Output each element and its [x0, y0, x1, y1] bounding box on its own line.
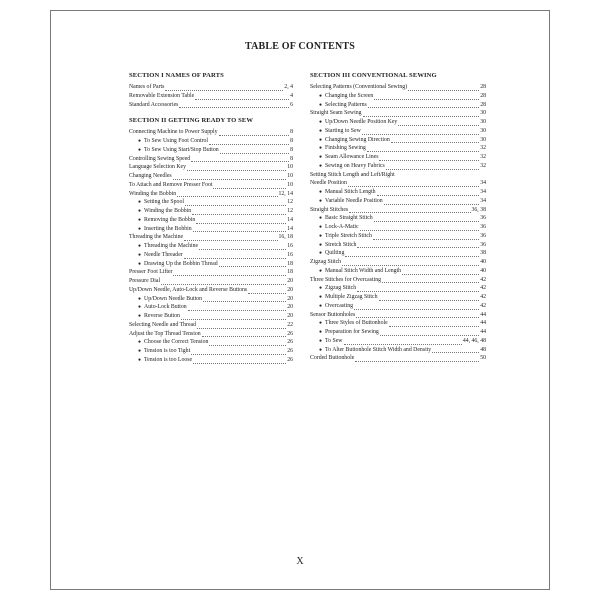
bullet-icon: ●	[138, 349, 142, 354]
dot-leader	[185, 199, 286, 206]
entry-page-number: 20	[287, 295, 293, 302]
entry-page-number: 10	[287, 164, 293, 171]
dot-leader	[363, 110, 480, 117]
dot-leader	[355, 355, 479, 362]
entry-label: To Alter Buttonhole Stitch Width and Density	[325, 346, 432, 353]
entry-page-number: 26	[287, 348, 293, 354]
bullet-icon: ●	[138, 252, 142, 258]
toc-entry[interactable]	[129, 155, 293, 164]
dot-leader	[181, 313, 286, 320]
toc-subentry[interactable]	[129, 146, 293, 155]
entry-label: Overcasting	[325, 302, 354, 309]
bullet-icon: ●	[319, 146, 323, 152]
entry-page-number: 2, 4	[284, 84, 293, 90]
dot-leader	[398, 119, 479, 126]
toc-subentry[interactable]	[129, 225, 293, 234]
bullet-icon: ●	[138, 217, 142, 223]
entry-label: Sensor Buttonholes	[310, 311, 356, 318]
toc-subentry[interactable]	[129, 312, 293, 321]
dot-leader	[188, 304, 287, 311]
entry-page-number: 36, 38	[471, 206, 486, 213]
bullet-icon: ●	[319, 225, 323, 230]
dot-leader	[379, 154, 479, 161]
entry-page-number: 8	[290, 129, 293, 136]
entry-page-number: 32	[480, 154, 486, 160]
toc-subentry[interactable]	[310, 127, 486, 136]
toc-subentry[interactable]	[310, 346, 486, 355]
bullet-icon: ●	[138, 200, 142, 206]
dot-leader	[377, 189, 480, 196]
entry-page-number: 30	[480, 119, 486, 125]
toc-entry[interactable]	[310, 206, 486, 215]
toc-subentry[interactable]	[310, 293, 486, 302]
toc-entry[interactable]	[129, 330, 293, 339]
section-heading: SECTION III CONVENTIONAL SEWING	[310, 72, 437, 79]
bullet-icon: ●	[319, 128, 323, 134]
entry-label: Straight Seam Sewing	[310, 110, 362, 117]
dot-leader	[384, 198, 480, 205]
entry-label: Setting the Spool	[144, 199, 184, 206]
entry-page-number: 36	[480, 224, 486, 230]
dot-leader	[179, 101, 289, 108]
entry-label: Auto-Lock Button	[144, 304, 187, 311]
entry-label: Winding the Bobbin	[144, 208, 192, 214]
entry-label: Language Selection Key	[129, 164, 186, 171]
toc-subentry[interactable]	[129, 356, 293, 365]
entry-label: Basic Straight Stitch	[325, 215, 373, 222]
dot-leader	[165, 84, 283, 91]
entry-page-number: 48	[480, 346, 486, 353]
entry-page-number: 50	[480, 355, 486, 362]
toc-subentry[interactable]	[310, 136, 486, 145]
dot-leader	[187, 164, 286, 171]
entry-label: Controlling Sewing Speed	[129, 155, 191, 162]
bullet-icon: ●	[138, 209, 142, 214]
dot-leader	[220, 147, 289, 154]
entry-label: Changing Sewing Direction	[325, 136, 390, 143]
dot-leader	[357, 285, 479, 292]
entry-label: Names of Parts	[129, 84, 165, 90]
entry-label: To Sew Using Start/Stop Button	[144, 146, 219, 153]
dot-leader	[219, 260, 287, 267]
entry-label: Pressure Dial	[129, 278, 161, 284]
entry-label: Selecting Needle and Thread	[129, 321, 197, 328]
dot-leader	[360, 224, 480, 231]
dot-leader	[173, 173, 287, 180]
bullet-icon: ●	[319, 198, 323, 204]
entry-label: Drawing Up the Bobbin Thread	[144, 260, 218, 267]
entry-page-number: 16	[287, 251, 293, 258]
dot-leader	[357, 241, 479, 248]
bullet-icon: ●	[138, 147, 142, 153]
entry-page-number: 26	[287, 356, 293, 363]
entry-page-number: 42	[480, 302, 486, 309]
entry-label: Seam Allowance Lines	[325, 154, 379, 160]
entry-label: Three Stitches for Overcasting	[310, 276, 381, 283]
entry-label: Presser Foot Lifter	[129, 269, 173, 276]
toc-subentry[interactable]	[129, 260, 293, 269]
page-number: X	[296, 556, 304, 567]
dot-leader	[184, 234, 277, 241]
dot-leader	[196, 217, 286, 224]
entry-label: Quilting	[325, 250, 345, 257]
entry-label: Starting to Sew	[325, 127, 361, 134]
dot-leader	[348, 180, 479, 187]
entry-label: Changing Needles	[129, 173, 172, 179]
toc-entry[interactable]	[129, 101, 293, 110]
entry-page-number: 20	[287, 278, 293, 284]
entry-page-number: 4	[290, 92, 293, 99]
bullet-icon: ●	[319, 155, 323, 160]
entry-label: Selecting Patterns (Conventional Sewing)	[310, 84, 408, 90]
dot-leader	[193, 357, 286, 364]
toc-subentry[interactable]	[310, 92, 486, 101]
toc-left-column	[129, 71, 293, 365]
toc-entry[interactable]	[129, 181, 293, 190]
toc-subentry[interactable]	[310, 197, 486, 206]
toc-subentry[interactable]	[129, 295, 293, 304]
dot-leader	[184, 252, 286, 259]
toc-entry[interactable]	[129, 128, 293, 137]
toc-entry[interactable]	[310, 109, 486, 118]
toc-subentry[interactable]	[310, 223, 486, 232]
entry-label: Up/Down Needle Position Key	[325, 119, 398, 125]
bullet-icon: ●	[319, 137, 323, 143]
entry-page-number: 12, 14	[278, 190, 293, 197]
entry-label: Winding the Bobbin	[129, 190, 177, 197]
entry-page-number: 18	[287, 260, 293, 267]
bullet-icon: ●	[319, 163, 323, 169]
bullet-icon: ●	[319, 338, 323, 344]
toc-subentry[interactable]	[310, 101, 486, 110]
entry-label: Three Styles of Buttonhole	[325, 320, 388, 327]
toc-subentry[interactable]	[129, 198, 293, 207]
entry-label: Up/Down Needle Button	[144, 295, 202, 302]
dot-leader	[173, 269, 286, 276]
dot-leader	[199, 243, 286, 250]
toc-subentry[interactable]	[310, 249, 486, 258]
bullet-icon: ●	[319, 303, 323, 309]
toc-entry[interactable]	[310, 83, 486, 92]
entry-page-number: 40	[480, 267, 486, 274]
entry-page-number: 36	[480, 215, 486, 222]
toc-subentry[interactable]	[129, 347, 293, 356]
entry-page-number: 18	[287, 269, 293, 276]
entry-page-number: 26	[287, 330, 293, 337]
toc-entry[interactable]	[310, 258, 486, 267]
dot-leader	[203, 295, 286, 302]
toc-subentry[interactable]	[310, 118, 486, 127]
entry-page-number: 44	[480, 311, 486, 318]
toc-entry[interactable]	[129, 163, 293, 172]
toc-subentry[interactable]	[310, 328, 486, 337]
entry-page-number: 26	[287, 339, 293, 346]
toc-entry[interactable]	[310, 171, 486, 180]
toc-subentry[interactable]	[310, 267, 486, 276]
entry-page-number: 14	[287, 225, 293, 232]
entry-page-number: 34	[480, 180, 486, 187]
toc-subentry[interactable]	[310, 319, 486, 328]
toc-entry[interactable]	[129, 92, 293, 101]
toc-entry[interactable]	[129, 277, 293, 286]
dot-leader	[193, 225, 287, 232]
dot-leader	[213, 182, 286, 189]
entry-page-number: 16, 18	[278, 234, 293, 241]
entry-label: Finishing Sewing	[325, 145, 366, 152]
dot-leader	[391, 136, 479, 143]
toc-entry[interactable]	[129, 268, 293, 277]
toc-entry[interactable]	[310, 276, 486, 285]
bullet-icon: ●	[319, 347, 323, 353]
entry-label: To Sew	[325, 337, 343, 344]
entry-page-number: 14	[287, 216, 293, 223]
dot-leader	[195, 93, 289, 100]
dot-leader	[177, 190, 277, 197]
entry-page-number: 6	[290, 101, 293, 108]
entry-page-number: 30	[480, 127, 486, 134]
entry-label: Setting Stitch Length and Left/Right	[310, 171, 395, 178]
toc-subentry[interactable]	[310, 337, 486, 346]
entry-page-number: 30	[480, 110, 486, 117]
dot-leader	[379, 294, 480, 301]
bullet-icon: ●	[319, 120, 323, 125]
entry-page-number: 8	[290, 138, 293, 144]
toc-entry[interactable]	[310, 179, 486, 188]
bullet-icon: ●	[138, 244, 142, 249]
bullet-icon: ●	[319, 286, 323, 292]
entry-page-number: 32	[480, 162, 486, 169]
entry-label: Triple Stretch Stitch	[325, 232, 372, 239]
toc-subentry[interactable]	[129, 303, 293, 312]
toc-entry[interactable]	[129, 172, 293, 181]
bullet-icon: ●	[319, 295, 323, 300]
entry-page-number: 44	[480, 329, 486, 335]
toc-subentry[interactable]	[310, 162, 486, 171]
bullet-icon: ●	[138, 296, 142, 302]
entry-label: To Sew Using Foot Control	[144, 138, 209, 144]
toc-entry[interactable]	[129, 286, 293, 295]
entry-label: Tension is too Tight	[144, 348, 191, 354]
entry-page-number: 32	[480, 145, 486, 152]
entry-label: Zigzag Stitch	[325, 285, 357, 292]
section-heading: SECTION II GETTING READY TO SEW	[129, 117, 254, 125]
entry-label: Removable Extension Table	[129, 92, 195, 99]
bullet-icon: ●	[319, 102, 323, 108]
toc-subentry[interactable]	[310, 188, 486, 197]
entry-label: Needle Threader	[144, 251, 183, 258]
bullet-icon: ●	[138, 261, 142, 267]
dot-leader	[408, 84, 479, 91]
entry-page-number: 40	[480, 259, 486, 265]
toc-subentry[interactable]	[129, 137, 293, 146]
entry-page-number: 16	[287, 243, 293, 249]
bullet-icon: ●	[319, 321, 323, 327]
entry-label: Selecting Patterns	[325, 101, 367, 108]
dot-leader	[380, 329, 479, 336]
entry-page-number: 12	[287, 199, 293, 206]
toc-entry[interactable]	[129, 190, 293, 199]
toc-subentry[interactable]	[129, 207, 293, 216]
toc-subentry[interactable]	[310, 153, 486, 162]
entry-label: Variable Needle Position	[325, 197, 383, 204]
toc-subentry[interactable]	[129, 251, 293, 260]
entry-page-number: 38	[480, 250, 486, 257]
bullet-icon: ●	[319, 233, 323, 239]
dot-leader	[344, 338, 462, 345]
entry-page-number: 8	[290, 146, 293, 153]
toc-subentry[interactable]	[129, 216, 293, 225]
bullet-icon: ●	[138, 305, 142, 311]
toc-subentry[interactable]	[310, 214, 486, 223]
bullet-icon: ●	[319, 251, 323, 257]
entry-label: Connecting Machine to Power Supply	[129, 129, 218, 136]
dot-leader	[373, 233, 479, 240]
bullet-icon: ●	[319, 330, 323, 335]
entry-label: Reverse Button	[144, 313, 180, 319]
dot-leader	[191, 155, 289, 162]
entry-page-number: 34	[480, 197, 486, 204]
toc-subentry[interactable]	[310, 241, 486, 250]
entry-label: Manual Stitch Width and Length	[325, 267, 402, 274]
entry-page-number: 36	[480, 241, 486, 248]
entry-label: Changing the Screen	[325, 92, 374, 99]
entry-label: Threading the Machine	[129, 234, 184, 241]
bullet-icon: ●	[319, 93, 323, 99]
toc-subentry[interactable]	[310, 232, 486, 241]
dot-leader	[248, 287, 286, 294]
dot-leader	[362, 128, 479, 135]
entry-page-number: 22	[287, 321, 293, 328]
entry-label: Manual Stitch Length	[325, 189, 376, 195]
toc-entry[interactable]	[310, 311, 486, 320]
bullet-icon: ●	[138, 340, 142, 346]
bullet-icon: ●	[319, 216, 323, 222]
entry-page-number: 36	[480, 232, 486, 239]
entry-page-number: 30	[480, 136, 486, 143]
entry-label: Preparation for Sewing	[325, 329, 379, 335]
toc-entry[interactable]	[129, 83, 293, 92]
entry-page-number: 28	[480, 84, 486, 90]
toc-subentry[interactable]	[310, 284, 486, 293]
bullet-icon: ●	[138, 139, 142, 144]
dot-leader	[354, 303, 479, 310]
entry-page-number: 42	[480, 294, 486, 300]
dot-leader	[191, 348, 286, 355]
entry-page-number: 44	[480, 320, 486, 327]
entry-label: Multiple Zigzag Stitch	[325, 294, 378, 300]
entry-label: Needle Position	[310, 180, 347, 187]
entry-page-number: 42	[480, 285, 486, 292]
dot-leader	[192, 208, 286, 215]
bullet-icon: ●	[319, 268, 323, 274]
entry-page-number: 42	[480, 276, 486, 283]
dot-leader	[389, 320, 480, 327]
entry-label: Removing the Bobbin	[144, 216, 196, 223]
entry-page-number: 20	[287, 286, 293, 293]
bullet-icon: ●	[138, 226, 142, 232]
entry-label: Threading the Machine	[144, 243, 199, 249]
entry-page-number: 28	[480, 101, 486, 108]
entry-label: Tension is too Loose	[144, 356, 193, 363]
toc-entry[interactable]	[129, 233, 293, 242]
dot-leader	[219, 129, 290, 136]
dot-leader	[386, 163, 479, 170]
document-page	[50, 10, 550, 590]
toc-subentry[interactable]	[310, 144, 486, 153]
entry-page-number: 12	[287, 208, 293, 214]
bullet-icon: ●	[319, 242, 323, 248]
entry-page-number: 20	[287, 313, 293, 319]
toc-right-column	[310, 71, 486, 363]
dot-leader	[367, 145, 479, 152]
dot-leader	[342, 259, 479, 266]
dot-leader	[202, 330, 287, 337]
bullet-icon: ●	[138, 314, 142, 319]
entry-label: Corded Buttonhole	[310, 355, 355, 362]
entry-label: Lock-A-Matic	[325, 224, 359, 230]
toc-subentry[interactable]	[310, 302, 486, 311]
toc-subentry[interactable]	[129, 338, 293, 347]
section-heading: SECTION I NAMES OF PARTS	[129, 72, 224, 79]
dot-leader	[368, 101, 479, 108]
page-title: TABLE OF CONTENTS	[244, 41, 356, 52]
entry-label: Zigzag Stitch	[310, 259, 342, 265]
entry-page-number: 8	[290, 155, 293, 162]
entry-label: Standard Accessories	[129, 101, 179, 108]
entry-label: Straight Stitches	[310, 206, 349, 213]
dot-leader	[161, 278, 286, 285]
dot-leader	[209, 138, 289, 145]
entry-page-number: 34	[480, 189, 486, 195]
dot-leader	[349, 206, 470, 213]
entry-label: Adjust the Top Thread Tension	[129, 330, 201, 337]
dot-leader	[374, 93, 479, 100]
entry-page-number: 10	[287, 181, 293, 188]
dot-leader	[402, 268, 479, 275]
toc-entry[interactable]	[129, 321, 293, 330]
dot-leader	[209, 339, 286, 346]
bullet-icon: ●	[138, 357, 142, 363]
dot-leader	[356, 311, 479, 318]
toc-subentry[interactable]	[129, 242, 293, 251]
entry-page-number: 10	[287, 173, 293, 179]
dot-leader	[197, 322, 286, 329]
entry-label: Up/Down Needle, Auto-Lock and Reverse Buttons	[129, 286, 248, 293]
entry-label: Sewing on Heavy Fabrics	[325, 162, 385, 169]
toc-entry[interactable]	[310, 354, 486, 363]
entry-label: Stretch Stitch	[325, 241, 357, 248]
entry-page-number: 28	[480, 92, 486, 99]
bullet-icon: ●	[319, 190, 323, 195]
dot-leader	[382, 276, 479, 283]
dot-leader	[374, 215, 480, 222]
dot-leader	[432, 346, 479, 353]
dot-leader	[345, 250, 479, 257]
entry-label: To Attach and Remove Presser Foot	[129, 181, 213, 188]
entry-page-number: 44, 46, 48	[462, 337, 486, 344]
entry-label: Inserting the Bobbin	[144, 225, 192, 232]
entry-label: Choose the Correct Tension	[144, 339, 209, 346]
entry-page-number: 20	[287, 304, 293, 311]
